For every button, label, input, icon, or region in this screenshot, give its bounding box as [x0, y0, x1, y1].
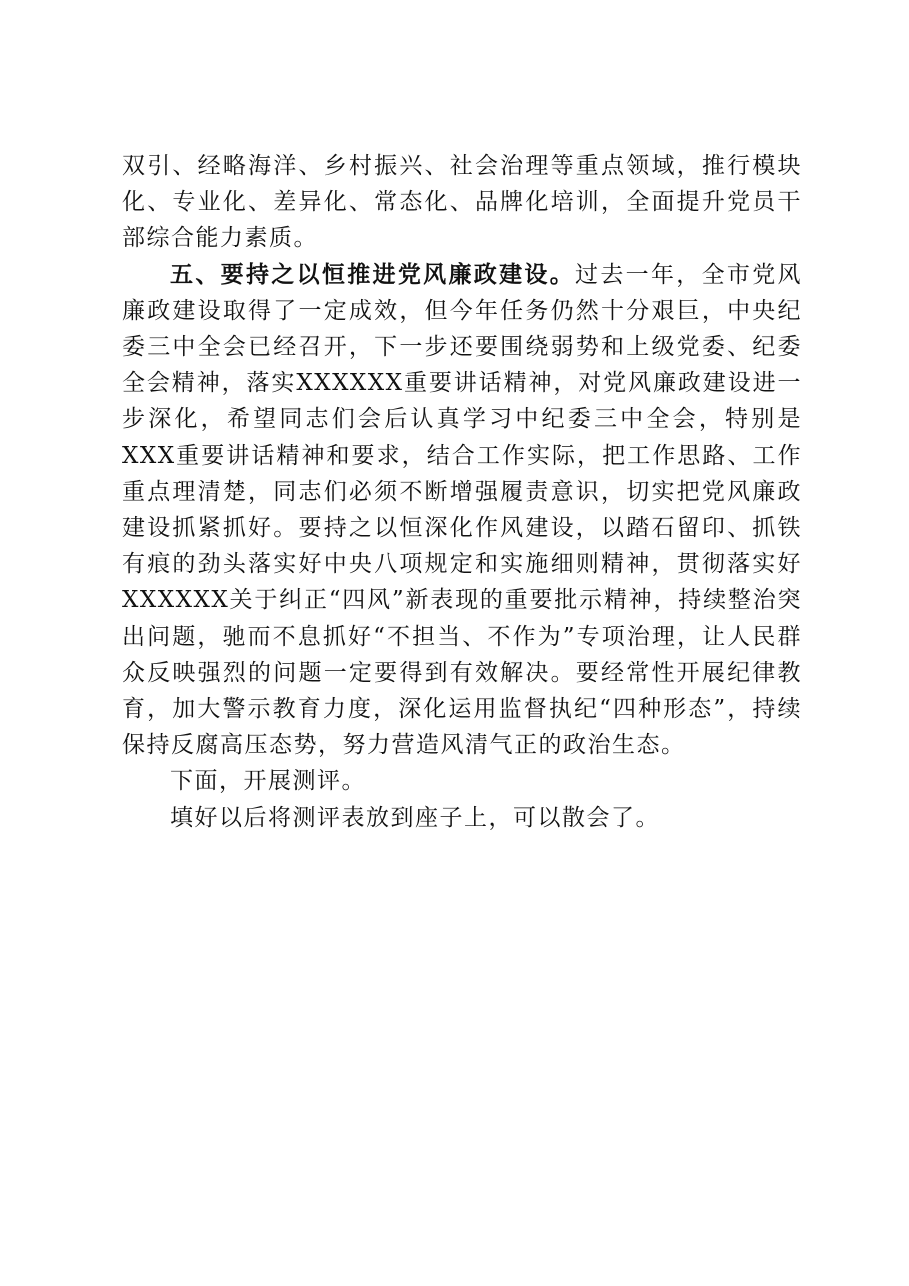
paragraph-section-5	[122, 257, 802, 764]
document-body	[122, 148, 802, 836]
paragraph-continuation: 双引、经略海洋、乡村振兴、社会治理等重点领域，推行模块化、专业化、差异化、常态化、品牌化培训，全面提升党员干部综合能力素质。	[122, 153, 802, 252]
closing-line-evaluation: 下面，开展测评。	[170, 768, 366, 795]
section-5-heading: 五、要持之以恒推进党风廉政建设。	[170, 260, 575, 288]
section-5-body: 过去一年，全市党风廉政建设取得了一定成效，但今年任务仍然十分艰巨，中央纪委三中全会已经召开，下一步还要围绕弱势和上级党委、纪委全会精神，落实XXXXXX重要讲话精神，对党风廉政建设进一步深化，希望同志们会后认真学习中纪委三中全会，特别是XXX重要讲话精神和要求，结合工作实际，把工作思路、工作重点理清楚，同志们必须不断增强履责意识，切实把党风廉政建设抓紧抓好。要持之以恒深化作风建设，以踏石留印、抓铁有痕的劲头落实好中央八项规定和实施细则精神，贯彻落实好XXXXXX关于纠正“四风”新表现的重要批示精神，持续整治突出问题，驰而不息抓好“不担当、不作为”专项治理，让人民群众反映强烈的问题一定要得到有效解决。要经常性开展纪律教育，加大警示教育力度，深化运用监督执纪“四种形态”，持续保持反腐高压态势，努力营造风清气正的政治生态。	[122, 261, 802, 759]
closing-line-adjourn: 填好以后将测评表放到座子上，可以散会了。	[170, 804, 660, 831]
